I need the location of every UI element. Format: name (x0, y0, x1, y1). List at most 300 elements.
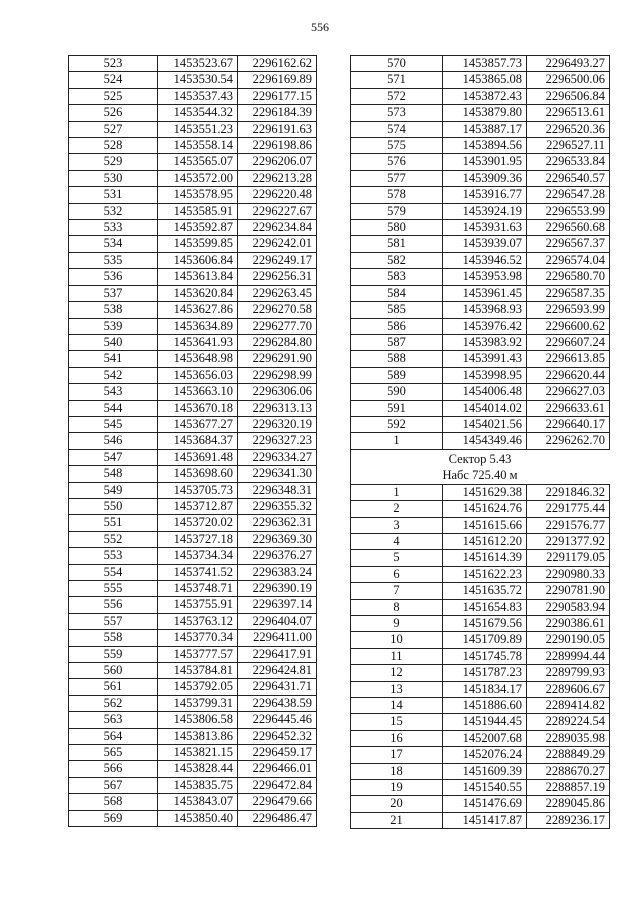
y-coordinate-cell: 2296431.71 (238, 679, 317, 695)
table-row (351, 550, 610, 566)
x-coordinate-cell: 1453835.75 (158, 777, 238, 793)
x-coordinate-cell: 1453572.00 (158, 170, 238, 186)
y-coordinate-cell: 2296313.13 (238, 400, 317, 416)
table-row (69, 581, 317, 597)
point-number-cell: 10 (351, 632, 443, 648)
y-coordinate-cell: 2296291.90 (238, 351, 317, 367)
table-row (351, 433, 610, 449)
y-coordinate-cell: 2289045.86 (527, 796, 610, 812)
table-row (351, 334, 610, 350)
x-coordinate-cell: 1453976.42 (443, 318, 527, 334)
table-row (69, 695, 317, 711)
point-number-cell: 555 (69, 581, 158, 597)
y-coordinate-cell: 2296169.89 (238, 72, 317, 88)
y-coordinate-cell: 2296242.01 (238, 236, 317, 252)
y-coordinate-cell: 2290980.33 (527, 566, 610, 582)
y-coordinate-cell: 2296493.27 (527, 56, 610, 72)
point-number-cell: 550 (69, 498, 158, 514)
x-coordinate-cell: 1451679.56 (443, 616, 527, 632)
point-number-cell: 552 (69, 531, 158, 547)
table-row (351, 302, 610, 318)
y-coordinate-cell: 2296640.17 (527, 416, 610, 432)
table-row (351, 400, 610, 416)
x-coordinate-cell: 1453684.37 (158, 433, 238, 449)
table-row (69, 810, 317, 826)
point-number-cell: 543 (69, 384, 158, 400)
x-coordinate-cell: 1453828.44 (158, 761, 238, 777)
point-number-cell: 14 (351, 698, 443, 714)
point-number-cell: 554 (69, 564, 158, 580)
point-number-cell: 533 (69, 220, 158, 236)
table-row (69, 105, 317, 121)
point-number-cell: 535 (69, 252, 158, 268)
table-row (351, 252, 610, 268)
x-coordinate-cell: 1453879.80 (443, 105, 527, 121)
point-number-cell: 525 (69, 88, 158, 104)
y-coordinate-cell: 2296284.80 (238, 334, 317, 350)
x-coordinate-cell: 1453537.43 (158, 88, 238, 104)
y-coordinate-cell: 2296191.63 (238, 121, 317, 137)
table-row (351, 138, 610, 154)
table-row (351, 763, 610, 779)
x-coordinate-cell: 1454014.02 (443, 400, 527, 416)
y-coordinate-cell: 2290781.90 (527, 583, 610, 599)
x-coordinate-cell: 1451944.45 (443, 714, 527, 730)
point-number-cell: 586 (351, 318, 443, 334)
point-number-cell: 580 (351, 220, 443, 236)
x-coordinate-cell: 1453599.85 (158, 236, 238, 252)
point-number-cell: 536 (69, 269, 158, 285)
coordinates-table-left (68, 55, 317, 827)
y-coordinate-cell: 2291377.92 (527, 533, 610, 549)
x-coordinate-cell: 1453784.81 (158, 663, 238, 679)
x-coordinate-cell: 1451624.76 (443, 501, 527, 517)
point-number-cell: 542 (69, 367, 158, 383)
point-number-cell: 578 (351, 187, 443, 203)
table-row (351, 599, 610, 615)
point-number-cell: 570 (351, 56, 443, 72)
point-number-cell: 576 (351, 154, 443, 170)
sector-header-row (351, 449, 610, 484)
table-row (69, 777, 317, 793)
x-coordinate-cell: 1454006.48 (443, 384, 527, 400)
x-coordinate-cell: 1451615.66 (443, 517, 527, 533)
table-row (351, 154, 610, 170)
x-coordinate-cell: 1453656.03 (158, 367, 238, 383)
y-coordinate-cell: 2296369.30 (238, 531, 317, 547)
y-coordinate-cell: 2296593.99 (527, 302, 610, 318)
x-coordinate-cell: 1453799.31 (158, 695, 238, 711)
table-row (69, 548, 317, 564)
table-row (69, 613, 317, 629)
x-coordinate-cell: 1451609.39 (443, 763, 527, 779)
point-number-cell: 548 (69, 466, 158, 482)
point-number-cell: 529 (69, 154, 158, 170)
table-row (69, 56, 317, 72)
point-number-cell: 523 (69, 56, 158, 72)
y-coordinate-cell: 2290190.05 (527, 632, 610, 648)
y-coordinate-cell: 2296472.84 (238, 777, 317, 793)
x-coordinate-cell: 1453821.15 (158, 745, 238, 761)
table-row (351, 187, 610, 203)
table-row (69, 728, 317, 744)
sector-subtitle: Набс 725.40 м (442, 467, 518, 482)
x-coordinate-cell: 1451886.60 (443, 698, 527, 714)
y-coordinate-cell: 2296263.45 (238, 285, 317, 301)
table-row (351, 170, 610, 186)
point-number-cell: 592 (351, 416, 443, 432)
table-row (351, 121, 610, 137)
point-number-cell: 558 (69, 630, 158, 646)
point-number-cell: 545 (69, 416, 158, 432)
x-coordinate-cell: 1453983.92 (443, 334, 527, 350)
table-row (69, 121, 317, 137)
x-coordinate-cell: 1453850.40 (158, 810, 238, 826)
point-number-cell: 540 (69, 334, 158, 350)
coordinates-table-right (350, 55, 610, 829)
x-coordinate-cell: 1453606.84 (158, 252, 238, 268)
y-coordinate-cell: 2296348.31 (238, 482, 317, 498)
table-row (351, 533, 610, 549)
table-row (69, 630, 317, 646)
x-coordinate-cell: 1453613.84 (158, 269, 238, 285)
x-coordinate-cell: 1453792.05 (158, 679, 238, 695)
y-coordinate-cell: 2296600.62 (527, 318, 610, 334)
x-coordinate-cell: 1453670.18 (158, 400, 238, 416)
table-row (69, 187, 317, 203)
point-number-cell: 573 (351, 105, 443, 121)
table-row (69, 220, 317, 236)
x-coordinate-cell: 1453720.02 (158, 515, 238, 531)
x-coordinate-cell: 1451540.55 (443, 780, 527, 796)
x-coordinate-cell: 1453991.43 (443, 351, 527, 367)
table-row (351, 812, 610, 828)
y-coordinate-cell: 2296256.31 (238, 269, 317, 285)
table-row (69, 449, 317, 465)
y-coordinate-cell: 2296587.35 (527, 285, 610, 301)
x-coordinate-cell: 1453578.95 (158, 187, 238, 203)
point-number-cell: 19 (351, 780, 443, 796)
x-coordinate-cell: 1453727.18 (158, 531, 238, 547)
point-number-cell: 527 (69, 121, 158, 137)
x-coordinate-cell: 1453872.43 (443, 88, 527, 104)
x-coordinate-cell: 1451654.83 (443, 599, 527, 615)
table-row (351, 236, 610, 252)
point-number-cell: 581 (351, 236, 443, 252)
point-number-cell: 577 (351, 170, 443, 186)
x-coordinate-cell: 1453998.95 (443, 367, 527, 383)
table-row (351, 681, 610, 697)
y-coordinate-cell: 2288670.27 (527, 763, 610, 779)
table-row (69, 564, 317, 580)
x-coordinate-cell: 1453530.54 (158, 72, 238, 88)
point-number-cell: 8 (351, 599, 443, 615)
table-row (69, 302, 317, 318)
x-coordinate-cell: 1453843.07 (158, 794, 238, 810)
point-number-cell: 1 (351, 484, 443, 500)
x-coordinate-cell: 1453551.23 (158, 121, 238, 137)
table-row (351, 269, 610, 285)
point-number-cell: 20 (351, 796, 443, 812)
table-row (351, 484, 610, 500)
table-row (69, 88, 317, 104)
y-coordinate-cell: 2296184.39 (238, 105, 317, 121)
point-number-cell: 16 (351, 730, 443, 746)
y-coordinate-cell: 2296438.59 (238, 695, 317, 711)
y-coordinate-cell: 2291846.32 (527, 484, 610, 500)
table-row (69, 745, 317, 761)
point-number-cell: 11 (351, 648, 443, 664)
table-row (351, 367, 610, 383)
point-number-cell: 566 (69, 761, 158, 777)
x-coordinate-cell: 1452007.68 (443, 730, 527, 746)
point-number-cell: 564 (69, 728, 158, 744)
y-coordinate-cell: 2296249.17 (238, 252, 317, 268)
point-number-cell: 18 (351, 763, 443, 779)
x-coordinate-cell: 1453634.89 (158, 318, 238, 334)
table-row (351, 747, 610, 763)
y-coordinate-cell: 2296177.15 (238, 88, 317, 104)
y-coordinate-cell: 2291775.44 (527, 501, 610, 517)
point-number-cell: 551 (69, 515, 158, 531)
y-coordinate-cell: 2296627.03 (527, 384, 610, 400)
x-coordinate-cell: 1453968.93 (443, 302, 527, 318)
point-number-cell: 21 (351, 812, 443, 828)
y-coordinate-cell: 2296466.01 (238, 761, 317, 777)
y-coordinate-cell: 2296220.48 (238, 187, 317, 203)
point-number-cell: 531 (69, 187, 158, 203)
y-coordinate-cell: 2296560.68 (527, 220, 610, 236)
point-number-cell: 559 (69, 646, 158, 662)
table-row (69, 285, 317, 301)
table-row (351, 566, 610, 582)
point-number-cell: 571 (351, 72, 443, 88)
point-number-cell: 534 (69, 236, 158, 252)
x-coordinate-cell: 1453705.73 (158, 482, 238, 498)
y-coordinate-cell: 2296213.28 (238, 170, 317, 186)
point-number-cell: 13 (351, 681, 443, 697)
y-coordinate-cell: 2296234.84 (238, 220, 317, 236)
point-number-cell: 3 (351, 517, 443, 533)
y-coordinate-cell: 2296417.91 (238, 646, 317, 662)
table-row (351, 72, 610, 88)
x-coordinate-cell: 1453931.63 (443, 220, 527, 236)
x-coordinate-cell: 1453712.87 (158, 498, 238, 514)
point-number-cell: 561 (69, 679, 158, 695)
y-coordinate-cell: 2296613.85 (527, 351, 610, 367)
table-row (351, 203, 610, 219)
y-coordinate-cell: 2296513.61 (527, 105, 610, 121)
table-row (69, 712, 317, 728)
x-coordinate-cell: 1453627.86 (158, 302, 238, 318)
y-coordinate-cell: 2296459.17 (238, 745, 317, 761)
y-coordinate-cell: 2296277.70 (238, 318, 317, 334)
y-coordinate-cell: 2296547.28 (527, 187, 610, 203)
y-coordinate-cell: 2296198.86 (238, 138, 317, 154)
x-coordinate-cell: 1451745.78 (443, 648, 527, 664)
table-row (351, 88, 610, 104)
y-coordinate-cell: 2289035.98 (527, 730, 610, 746)
x-coordinate-cell: 1453946.52 (443, 252, 527, 268)
y-coordinate-cell: 2296383.24 (238, 564, 317, 580)
point-number-cell: 526 (69, 105, 158, 121)
point-number-cell: 538 (69, 302, 158, 318)
x-coordinate-cell: 1453648.98 (158, 351, 238, 367)
x-coordinate-cell: 1453641.93 (158, 334, 238, 350)
y-coordinate-cell: 2291576.77 (527, 517, 610, 533)
x-coordinate-cell: 1453592.87 (158, 220, 238, 236)
table-row (69, 252, 317, 268)
y-coordinate-cell: 2289799.93 (527, 665, 610, 681)
point-number-cell: 568 (69, 794, 158, 810)
y-coordinate-cell: 2296334.27 (238, 449, 317, 465)
point-number-cell: 582 (351, 252, 443, 268)
table-row (69, 334, 317, 350)
y-coordinate-cell: 2296355.32 (238, 498, 317, 514)
table-row (69, 318, 317, 334)
table-row (69, 466, 317, 482)
y-coordinate-cell: 2296306.06 (238, 384, 317, 400)
point-number-cell: 584 (351, 285, 443, 301)
x-coordinate-cell: 1453961.45 (443, 285, 527, 301)
point-number-cell: 6 (351, 566, 443, 582)
x-coordinate-cell: 1454349.46 (443, 433, 527, 449)
x-coordinate-cell: 1453620.84 (158, 285, 238, 301)
table-row (69, 236, 317, 252)
point-number-cell: 17 (351, 747, 443, 763)
point-number-cell: 557 (69, 613, 158, 629)
x-coordinate-cell: 1452076.24 (443, 747, 527, 763)
table-row (351, 501, 610, 517)
x-coordinate-cell: 1453544.32 (158, 105, 238, 121)
x-coordinate-cell: 1453748.71 (158, 581, 238, 597)
x-coordinate-cell: 1451622.23 (443, 566, 527, 582)
y-coordinate-cell: 2288849.29 (527, 747, 610, 763)
table-row (351, 796, 610, 812)
x-coordinate-cell: 1453763.12 (158, 613, 238, 629)
table-row (69, 72, 317, 88)
x-coordinate-cell: 1453857.73 (443, 56, 527, 72)
table-row (69, 203, 317, 219)
y-coordinate-cell: 2296533.84 (527, 154, 610, 170)
y-coordinate-cell: 2296620.44 (527, 367, 610, 383)
x-coordinate-cell: 1453813.86 (158, 728, 238, 744)
table-row (351, 632, 610, 648)
table-row (351, 416, 610, 432)
x-coordinate-cell: 1453865.08 (443, 72, 527, 88)
table-row (69, 679, 317, 695)
point-number-cell: 589 (351, 367, 443, 383)
y-coordinate-cell: 2289414.82 (527, 698, 610, 714)
point-number-cell: 553 (69, 548, 158, 564)
x-coordinate-cell: 1451476.69 (443, 796, 527, 812)
table-row (69, 154, 317, 170)
x-coordinate-cell: 1453806.58 (158, 712, 238, 728)
point-number-cell: 524 (69, 72, 158, 88)
y-coordinate-cell: 2296327.23 (238, 433, 317, 449)
y-coordinate-cell: 2296540.57 (527, 170, 610, 186)
table-row (69, 646, 317, 662)
y-coordinate-cell: 2296633.61 (527, 400, 610, 416)
table-row (69, 367, 317, 383)
table-row (351, 56, 610, 72)
point-number-cell: 565 (69, 745, 158, 761)
y-coordinate-cell: 2290583.94 (527, 599, 610, 615)
point-number-cell: 541 (69, 351, 158, 367)
table-row (351, 583, 610, 599)
point-number-cell: 547 (69, 449, 158, 465)
point-number-cell: 572 (351, 88, 443, 104)
y-coordinate-cell: 2296479.66 (238, 794, 317, 810)
x-coordinate-cell: 1453953.98 (443, 269, 527, 285)
point-number-cell: 556 (69, 597, 158, 613)
point-number-cell: 1 (351, 433, 443, 449)
y-coordinate-cell: 2296397.14 (238, 597, 317, 613)
x-coordinate-cell: 1453558.14 (158, 138, 238, 154)
y-coordinate-cell: 2296607.24 (527, 334, 610, 350)
y-coordinate-cell: 2296580.70 (527, 269, 610, 285)
table-row (351, 730, 610, 746)
table-row (351, 351, 610, 367)
point-number-cell: 569 (69, 810, 158, 826)
x-coordinate-cell: 1453585.91 (158, 203, 238, 219)
y-coordinate-cell: 2296424.81 (238, 663, 317, 679)
point-number-cell: 12 (351, 665, 443, 681)
page-number: 556 (311, 20, 329, 34)
x-coordinate-cell: 1453663.10 (158, 384, 238, 400)
point-number-cell: 532 (69, 203, 158, 219)
table-row (69, 482, 317, 498)
table-row (351, 318, 610, 334)
table-row (69, 515, 317, 531)
y-coordinate-cell: 2296452.32 (238, 728, 317, 744)
y-coordinate-cell: 2296270.58 (238, 302, 317, 318)
table-row (69, 384, 317, 400)
y-coordinate-cell: 2296506.84 (527, 88, 610, 104)
y-coordinate-cell: 2291179.05 (527, 550, 610, 566)
table-row (69, 170, 317, 186)
point-number-cell: 528 (69, 138, 158, 154)
y-coordinate-cell: 2288857.19 (527, 780, 610, 796)
point-number-cell: 588 (351, 351, 443, 367)
table-row (69, 416, 317, 432)
y-coordinate-cell: 2289606.67 (527, 681, 610, 697)
y-coordinate-cell: 2296262.70 (527, 433, 610, 449)
table-row (351, 780, 610, 796)
y-coordinate-cell: 2296298.99 (238, 367, 317, 383)
x-coordinate-cell: 1453691.48 (158, 449, 238, 465)
y-coordinate-cell: 2296486.47 (238, 810, 317, 826)
point-number-cell: 539 (69, 318, 158, 334)
point-number-cell: 2 (351, 501, 443, 517)
point-number-cell: 537 (69, 285, 158, 301)
table-row (69, 269, 317, 285)
sector-title: Сектор 5.43 (448, 451, 512, 466)
table-row (69, 351, 317, 367)
point-number-cell: 15 (351, 714, 443, 730)
x-coordinate-cell: 1451417.87 (443, 812, 527, 828)
point-number-cell: 4 (351, 533, 443, 549)
x-coordinate-cell: 1453939.07 (443, 236, 527, 252)
point-number-cell: 575 (351, 138, 443, 154)
x-coordinate-cell: 1453698.60 (158, 466, 238, 482)
x-coordinate-cell: 1453741.52 (158, 564, 238, 580)
y-coordinate-cell: 2289236.17 (527, 812, 610, 828)
y-coordinate-cell: 2296390.19 (238, 581, 317, 597)
x-coordinate-cell: 1451834.17 (443, 681, 527, 697)
x-coordinate-cell: 1453909.36 (443, 170, 527, 186)
x-coordinate-cell: 1451629.38 (443, 484, 527, 500)
